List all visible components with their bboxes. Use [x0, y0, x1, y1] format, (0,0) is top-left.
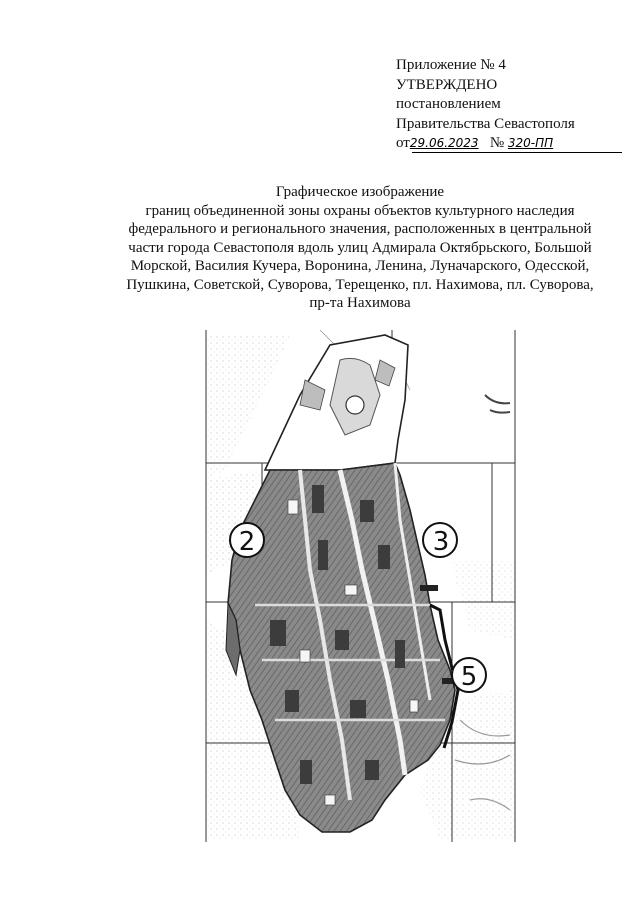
sheet-label-2 — [230, 523, 264, 557]
number-prefix: № — [489, 135, 505, 151]
title-line-7: пр-та Нахимова — [309, 295, 411, 311]
sheet-label-3 — [423, 523, 457, 557]
title-line-2: границ объединенной зоны охраны объектов культурного наследия — [145, 202, 575, 219]
zone-north — [265, 335, 408, 470]
title-line-1: Графическое изображение — [275, 184, 445, 200]
title-line-6: Пушкина, Советской, Суворова, Терещенко, пл. Нахимова, пл. Суворова, — [126, 276, 594, 293]
approved-label: УТВЕРЖДЕНО — [396, 76, 498, 93]
title-line-3: федерального и регионального значения, расположенных в центральной — [128, 221, 592, 237]
sheet-label-2-text: 2 — [238, 527, 256, 557]
date-prefix: от — [396, 135, 410, 151]
handwritten-date: 29.06.2023 — [409, 136, 479, 150]
approved-by-label: постановлением — [396, 96, 501, 112]
sheet-label-5-text: 5 — [460, 662, 478, 692]
title-line-4: части города Севастополя вдоль улиц Адмирала Октябрьского, Большой — [128, 239, 592, 256]
sheet-label-3-text: 3 — [432, 527, 450, 557]
title-line-5: Морской, Василия Кучера, Воронина, Ленина, Луначарского, Одесской, — [130, 258, 590, 274]
handwritten-number: 320-ПП — [507, 136, 554, 150]
sheet-label-5 — [452, 658, 486, 692]
authority-label: Правительства Севастополя — [396, 115, 575, 132]
appendix-label: Приложение № 4 — [396, 57, 506, 73]
